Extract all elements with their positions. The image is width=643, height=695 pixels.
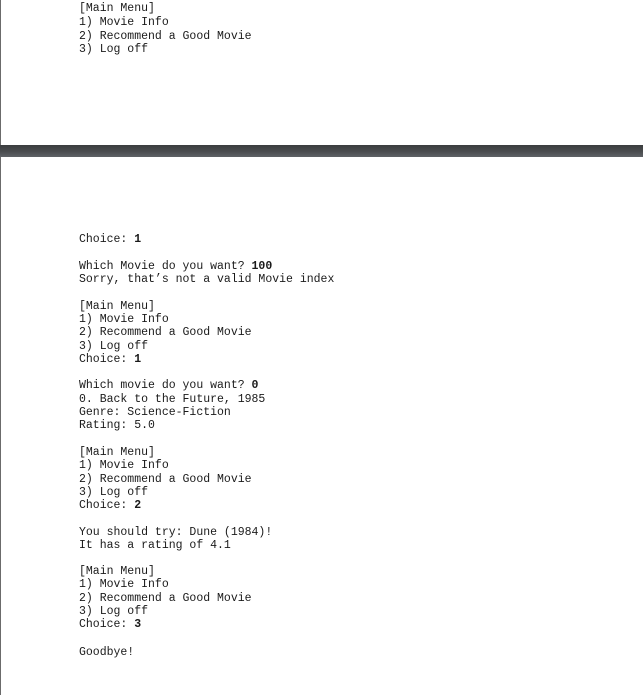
document-page-top — [0, 0, 643, 145]
user-input: 1 — [134, 233, 142, 246]
choice-line: Choice: 1 — [79, 353, 142, 366]
user-input: 1 — [134, 353, 142, 366]
choice-line: Choice: 1 — [79, 233, 142, 246]
movie-title-line: 0. Back to the Future, 1985 — [79, 393, 266, 406]
error-message: Sorry, that’s not a valid Movie index — [79, 273, 335, 286]
movie-rating-line: Rating: 5.0 — [79, 419, 155, 432]
goodbye-line: Goodbye! — [79, 646, 135, 659]
menu-option: 1) Movie Info — [79, 16, 169, 29]
choice-line: Choice: 2 — [79, 499, 142, 512]
prompt-line: Which Movie do you want? 100 — [79, 260, 273, 273]
menu-option: 3) Log off — [79, 340, 149, 353]
menu-option: 3) Log off — [79, 43, 149, 56]
recommendation-rating-line: It has a rating of 4.1 — [79, 539, 231, 552]
menu-title: [Main Menu] — [79, 2, 155, 15]
menu-option: 1) Movie Info — [79, 578, 169, 591]
menu-option: 1) Movie Info — [79, 459, 169, 472]
choice-line: Choice: 3 — [79, 618, 142, 631]
menu-option: 3) Log off — [79, 605, 149, 618]
menu-option: 2) Recommend a Good Movie — [79, 473, 252, 486]
page-separator — [0, 145, 643, 157]
menu-option: 1) Movie Info — [79, 313, 169, 326]
document-page-bottom — [0, 157, 643, 695]
prompt-line: Which movie do you want? 0 — [79, 379, 259, 392]
user-input: 0 — [251, 379, 259, 392]
user-input: 2 — [134, 499, 142, 512]
menu-option: 2) Recommend a Good Movie — [79, 30, 252, 43]
menu-title: [Main Menu] — [79, 300, 155, 313]
user-input: 100 — [251, 260, 273, 273]
movie-genre-line: Genre: Science-Fiction — [79, 406, 231, 419]
menu-title: [Main Menu] — [79, 565, 155, 578]
recommendation-line: You should try: Dune (1984)! — [79, 526, 273, 539]
menu-title: [Main Menu] — [79, 446, 155, 459]
user-input: 3 — [134, 618, 142, 631]
menu-option: 2) Recommend a Good Movie — [79, 592, 252, 605]
menu-option: 2) Recommend a Good Movie — [79, 326, 252, 339]
menu-option: 3) Log off — [79, 486, 149, 499]
